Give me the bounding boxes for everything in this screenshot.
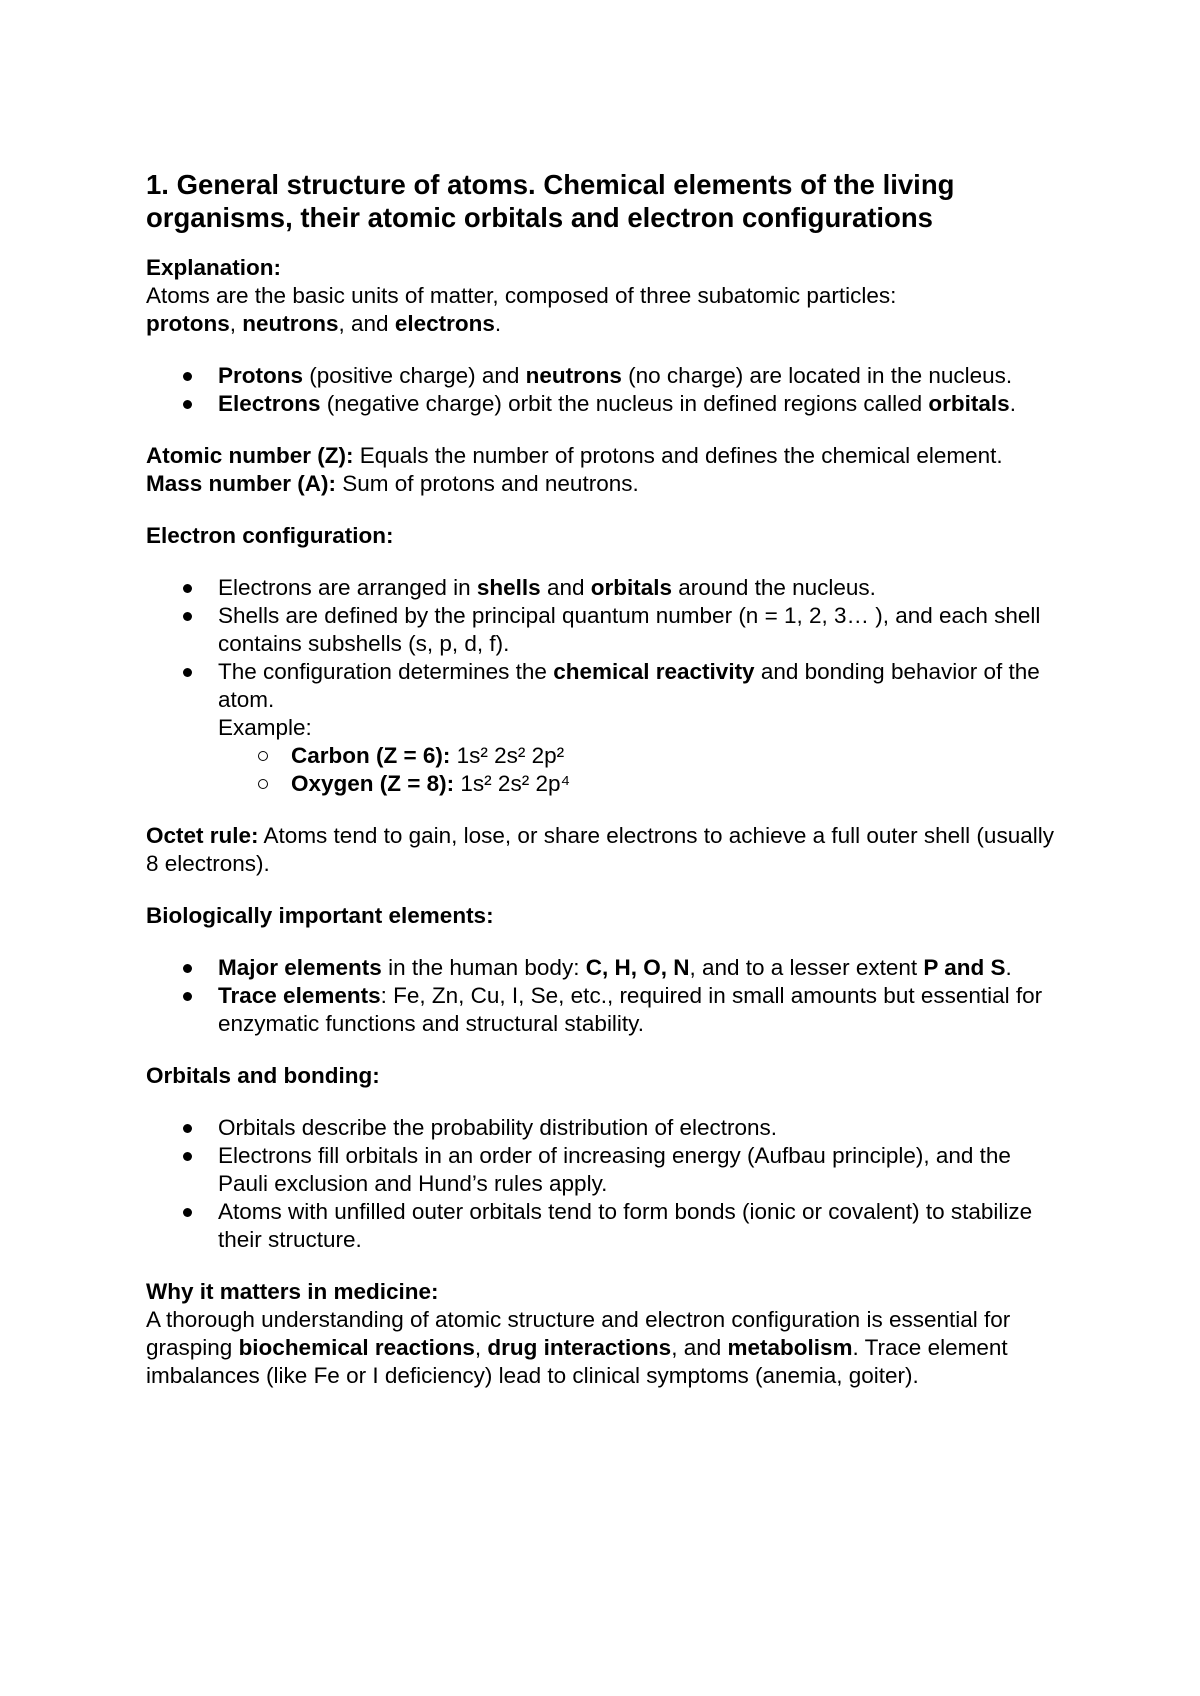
term-neutrons: neutrons <box>525 363 622 388</box>
term-orbitals: orbitals <box>590 575 673 600</box>
electron-config-label: Electron configuration: <box>146 523 394 548</box>
list-item <box>218 574 1066 602</box>
term-protons: protons <box>146 311 230 336</box>
bio-elements-heading-block <box>146 902 1066 930</box>
examples-list <box>218 742 1066 798</box>
list-item <box>218 658 1066 798</box>
explanation-label: Explanation: <box>146 255 282 280</box>
term-chemical-reactivity: chemical reactivity <box>553 659 755 684</box>
medicine-section <box>146 1278 1066 1390</box>
example-item-carbon <box>291 742 1066 770</box>
term-drug-interactions: drug interactions <box>487 1335 672 1360</box>
example-value-oxygen: 1s² 2s² 2p⁴ <box>454 771 571 796</box>
list-item <box>218 954 1066 982</box>
text-fragment: , <box>229 311 243 336</box>
document-title: 1. General structure of atoms. Chemical elements of the living organisms, their atomic orbitals and electron configurations <box>146 169 955 233</box>
explanation-text <box>146 282 1066 338</box>
text-fragment: . <box>494 311 502 336</box>
text-fragment: Electrons are arranged in <box>218 575 477 600</box>
text-fragment: The configuration determines the <box>218 659 554 684</box>
text-fragment: (no charge) are located in the nucleus. <box>621 363 1013 388</box>
text-fragment: , <box>474 1335 488 1360</box>
orbitals-label: Orbitals and bonding: <box>146 1063 380 1088</box>
electron-config-heading-block <box>146 522 1066 550</box>
example-item-oxygen <box>291 770 1066 798</box>
text-fragment: . Trace element imbalances (like Fe or I deficiency) lead to clinical symptoms (anemia, goiter). <box>146 1335 1008 1388</box>
list-item <box>218 362 1066 390</box>
list-item: Orbitals describe the probability distribution of electrons. <box>218 1114 1066 1142</box>
term-shells: shells <box>476 575 541 600</box>
example-label-oxygen: Oxygen (Z = 8): <box>291 771 455 796</box>
text-fragment: Sum of protons and neutrons. <box>336 471 639 496</box>
text-fragment: A thorough understanding of atomic structure and electron configuration is essential for grasping <box>146 1307 1011 1360</box>
explanation-section <box>146 254 1066 338</box>
term-electrons: electrons <box>394 311 495 336</box>
text-fragment: , and to a lesser extent <box>689 955 924 980</box>
text-fragment: . <box>1005 955 1012 980</box>
list-item: Atoms with unfilled outer orbitals tend to form bonds (ionic or covalent) to stabilize their structure. <box>218 1198 1066 1254</box>
mass-number-label: Mass number (A): <box>146 471 337 496</box>
bio-elements-list <box>146 954 1066 1038</box>
atomic-number-label: Atomic number (Z): <box>146 443 354 468</box>
text-fragment: and bonding behavior of the atom. <box>218 659 1040 712</box>
mass-number-definition <box>146 470 1066 498</box>
text-fragment: (positive charge) and <box>303 363 526 388</box>
medicine-text <box>146 1306 1066 1390</box>
electron-config-list <box>146 574 1066 798</box>
orbitals-list <box>146 1114 1066 1254</box>
particles-list <box>146 362 1066 418</box>
list-item: Electrons fill orbitals in an order of increasing energy (Aufbau principle), and the Pauli exclusion and Hund’s rules apply. <box>218 1142 1066 1198</box>
term-p-and-s: P and S <box>923 955 1006 980</box>
list-item <box>218 390 1066 418</box>
document-page <box>146 168 1066 1414</box>
example-label-carbon: Carbon (Z = 6): <box>291 743 451 768</box>
example-value-carbon: 1s² 2s² 2p² <box>450 743 565 768</box>
text-fragment: in the human body: <box>381 955 586 980</box>
term-chon: C, H, O, N <box>585 955 690 980</box>
text-fragment: and <box>540 575 591 600</box>
octet-rule <box>146 822 1066 878</box>
bio-elements-label: Biologically important elements: <box>146 903 494 928</box>
text-fragment: . <box>1009 391 1016 416</box>
text-fragment: around the nucleus. <box>672 575 876 600</box>
octet-section <box>146 822 1066 878</box>
atomic-number-definition <box>146 442 1066 470</box>
term-trace-elements: Trace elements <box>218 983 381 1008</box>
term-major-elements: Major elements <box>218 955 382 980</box>
list-item <box>218 982 1066 1038</box>
text-fragment: , and <box>671 1335 728 1360</box>
term-protons: Protons <box>218 363 304 388</box>
numbers-section <box>146 442 1066 498</box>
medicine-label: Why it matters in medicine: <box>146 1279 439 1304</box>
term-metabolism: metabolism <box>727 1335 853 1360</box>
orbitals-heading-block <box>146 1062 1066 1090</box>
list-item: Shells are defined by the principal quantum number (n = 1, 2, 3… ), and each shell contains subshells (s, p, d, f). <box>218 602 1066 658</box>
text-fragment: : Fe, Zn, Cu, I, Se, etc., required in small amounts but essential for enzymatic functions and structural stability. <box>218 983 1043 1036</box>
text-fragment: Equals the number of protons and defines the chemical element. <box>353 443 1003 468</box>
term-biochemical-reactions: biochemical reactions <box>238 1335 475 1360</box>
text-fragment: , and <box>338 311 395 336</box>
explanation-line: Atoms are the basic units of matter, composed of three subatomic particles: <box>146 283 897 308</box>
term-electrons: Electrons <box>218 391 321 416</box>
text-fragment: (negative charge) orbit the nucleus in defined regions called <box>320 391 929 416</box>
text-fragment: Atoms tend to gain, lose, or share electrons to achieve a full outer shell (usually 8 electrons). <box>146 823 1054 876</box>
example-label: Example: <box>218 715 312 740</box>
term-orbitals: orbitals <box>928 391 1010 416</box>
octet-label: Octet rule: <box>146 823 259 848</box>
term-neutrons: neutrons <box>242 311 339 336</box>
